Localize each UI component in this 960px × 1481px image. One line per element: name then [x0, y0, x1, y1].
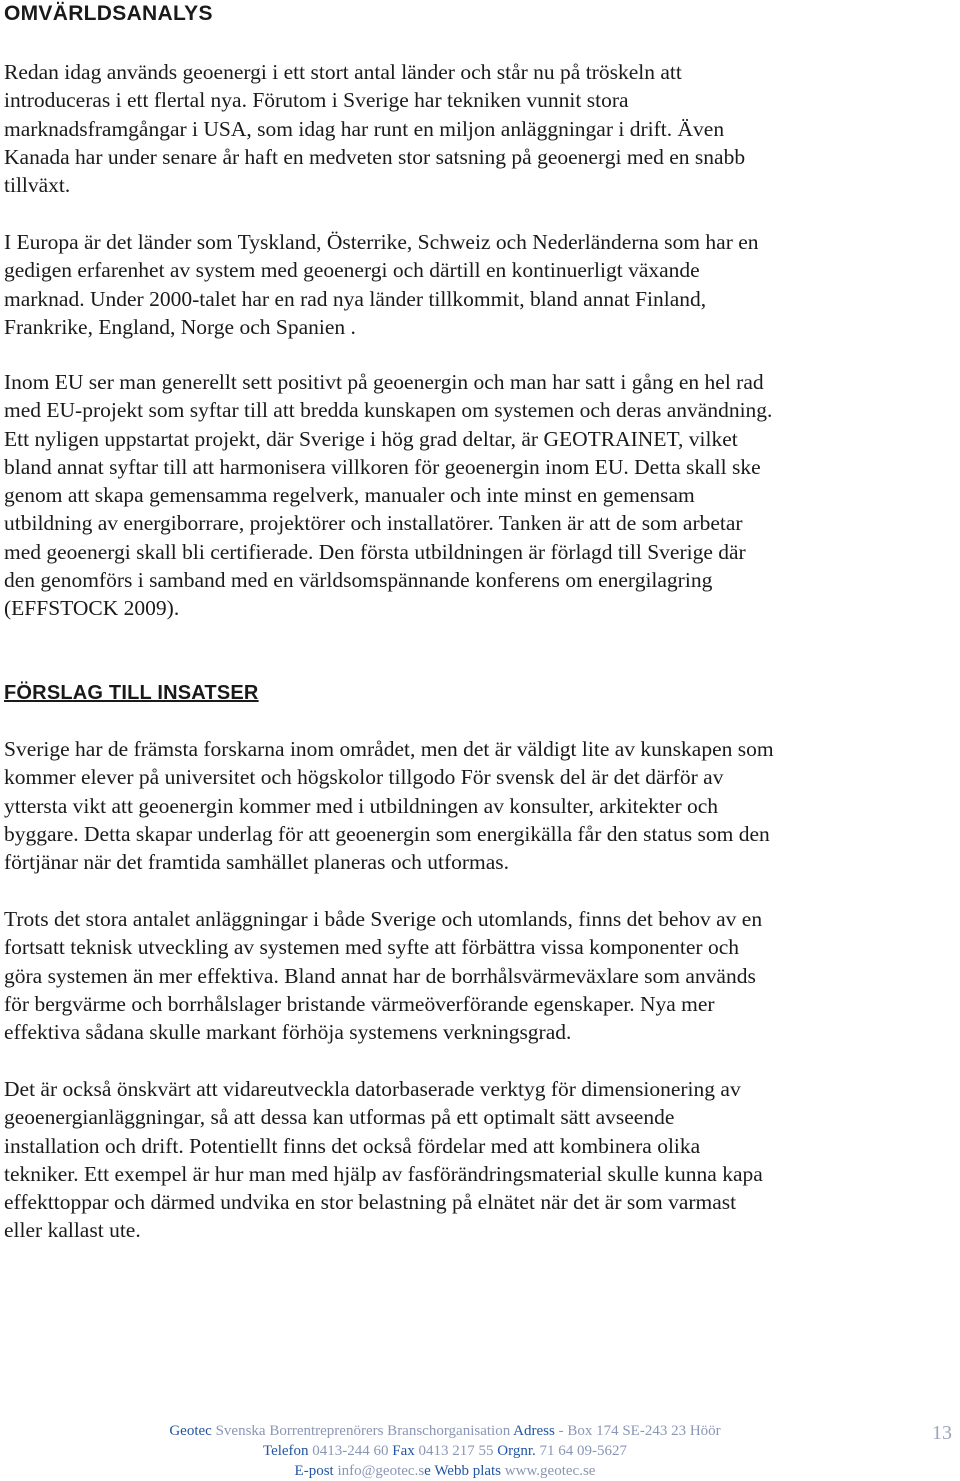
- footer-fax-value: 0413 217 55: [418, 1443, 494, 1459]
- footer-phone-label: Telefon: [262, 1443, 309, 1459]
- text-line: Redan idag används geoenergi i ett stort antal länder och står nu på tröskeln att: [4, 60, 682, 84]
- text-line: gedigen erfarenhet av system med geoenergi och därtill en kontinuerligt växande: [4, 258, 700, 283]
- text-line: utbildning av energiborrare, projektörer och installatörer. Tanken är att de som arbetar: [4, 511, 743, 536]
- text-line: med EU-projekt som syftar till att bredda kunskapen om systemen och deras användning.: [4, 398, 773, 423]
- text-line: eller kallast ute.: [4, 1218, 141, 1243]
- text-line: fortsatt teknisk utveckling av systemen med syfte att förbättra vissa komponenter och: [4, 935, 739, 960]
- footer-line-org: [0, 1421, 890, 1441]
- footer-line-contact: [0, 1461, 890, 1481]
- text-line: (EFFSTOCK 2009).: [4, 596, 180, 621]
- text-line: förtjänar när det framtida samhället planeras och utformas.: [4, 850, 510, 875]
- text-line: den genomförs i samband med en världsomspännande konferens om energilagring: [4, 568, 713, 593]
- page-number: 13: [932, 1422, 952, 1444]
- text-line: Sverige har de främsta forskarna inom området, men det är väldigt lite av kunskapen som: [4, 737, 774, 761]
- footer-email-value: info@geotec.s: [337, 1463, 425, 1479]
- page-footer: [0, 1421, 890, 1481]
- footer-web-link[interactable]: www.geotec.se: [504, 1463, 596, 1479]
- text-line: introduceras i ett flertal nya. Förutom i Sverige har tekniken vunnit stora: [4, 88, 629, 113]
- text-line: geoenergianläggningar, så att dessa kan utformas på ett optimalt sätt avseende: [4, 1105, 675, 1130]
- text-line: byggare. Detta skapar underlag för att geoenergin som energikälla får den status som den: [4, 821, 770, 846]
- text-line: kommer elever på universitet och högskolor tillgodo För svensk del är det därför av: [4, 765, 724, 790]
- text-line: Trots det stora antalet anläggningar i både Sverige och utomlands, finns det behov av en: [4, 907, 763, 931]
- text-line: tekniker. Ett exempel är hur man med hjälp av fasförändringsmaterial skulle kunna kapa: [4, 1161, 763, 1186]
- text-line: genom att skapa gemensamma regelverk, manualer och inte minst en gemensam: [4, 483, 695, 508]
- text-line: göra systemen än mer effektiva. Bland annat har de borrhålsvärmeväxlare som används: [4, 963, 756, 988]
- text-line: Inom EU ser man generellt sett positivt på geoenergin och man har satt i gång en hel rad: [4, 370, 764, 394]
- text-line: med geoenergi skall bli certifierade. Den första utbildningen är förlagd till Sverige där: [4, 539, 746, 564]
- text-line: marknad. Under 2000-talet har en rad nya länder tillkommit, bland annat Finland,: [4, 286, 707, 311]
- footer-address-value: - Box 174 SE-243 23 Höör: [558, 1423, 721, 1439]
- text-line: Frankrike, England, Norge och Spanien .: [4, 314, 356, 339]
- footer-web-label: Webb plats: [434, 1463, 502, 1479]
- footer-address-label: Adress: [513, 1423, 555, 1439]
- text-line: effektiva sådana skulle markant förhöja systemens verkningsgrad.: [4, 1020, 572, 1045]
- footer-orgnr-label: Orgnr.: [497, 1443, 536, 1459]
- text-line: Kanada har under senare år haft en medveten stor satsning på geoenergi med en snabb: [4, 144, 746, 169]
- text-line: för bergvärme och borrhålslager bristande värmeöverförande egenskaper. Nya mer: [4, 991, 715, 1016]
- paragraph: [4, 368, 904, 623]
- text-line: tillväxt.: [4, 173, 71, 198]
- footer-line-phone: [0, 1441, 890, 1461]
- footer-org-full: Svenska Borrentreprenörers Branschorganisation: [215, 1423, 511, 1439]
- footer-orgnr-value: 71 64 09-5627: [539, 1443, 628, 1459]
- paragraph: [4, 58, 904, 199]
- footer-org-name: Geotec: [169, 1423, 212, 1439]
- footer-email-label: E-post: [294, 1463, 334, 1479]
- paragraph: [4, 905, 904, 1046]
- text-line: I Europa är det länder som Tyskland, Österrike, Schweiz och Nederländerna som har en: [4, 230, 759, 254]
- text-line: Ett nyligen uppstartat projekt, där Sverige i hög grad deltar, är GEOTRAINET, vilket: [4, 426, 738, 451]
- paragraph: [4, 1075, 904, 1245]
- footer-email-value-end: e: [424, 1463, 431, 1479]
- text-line: effekttoppar och därmed undvika en stor belastning på elnätet när det är som varmast: [4, 1190, 737, 1215]
- paragraph: [4, 228, 904, 341]
- section-heading-forslag-till-insatser: FÖRSLAG TILL INSATSER: [4, 682, 259, 704]
- footer-email-link[interactable]: [337, 1463, 430, 1479]
- text-line: installation och drift. Potentiellt finns det också fördelar med att kombinera olika: [4, 1133, 701, 1158]
- text-line: bland annat syftar till att harmonisera villkoren för geoenergin inom EU. Detta skall ske: [4, 454, 761, 479]
- text-line: marknadsframgångar i USA, som idag har runt en miljon anläggningar i drift. Även: [4, 116, 725, 141]
- text-line: yttersta vikt att geoenergin kommer med i utbildningen av konsulter, arkitekter och: [4, 793, 719, 818]
- section-heading-omvarldsanalys: OMVÄRLDSANALYS: [4, 2, 213, 25]
- paragraph: [4, 735, 904, 876]
- footer-phone-value: 0413-244 60: [312, 1443, 389, 1459]
- text-line: Det är också önskvärt att vidareutveckla datorbaserade verktyg för dimensionering av: [4, 1077, 741, 1101]
- footer-fax-label: Fax: [392, 1443, 415, 1459]
